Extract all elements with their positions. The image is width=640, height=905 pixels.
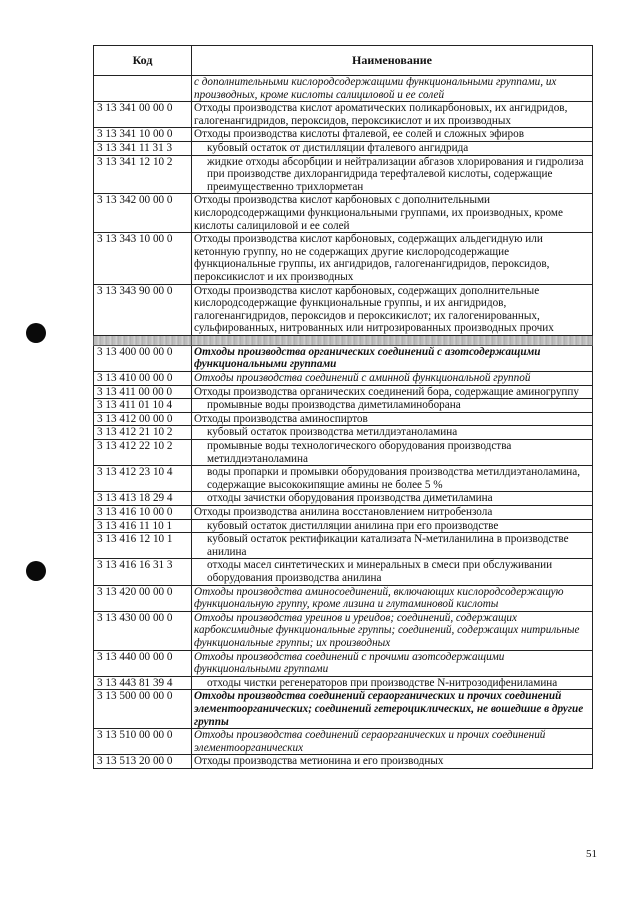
row-name: кубовый остаток производства метилдиэтаноламина [192, 426, 593, 440]
row-name: Отходы производства аминосоединений, включающих кислородсодержащую функциональную группу, кроме лизина и глутаминовой кислоты [192, 585, 593, 611]
table-row [94, 155, 593, 194]
table-row [94, 519, 593, 533]
row-code: 3 13 341 12 10 2 [94, 155, 192, 194]
row-name: кубовый остаток дистилляции анилина при его производстве [192, 519, 593, 533]
row-name: Отходы производства органических соединений с азотсодержащими функциональными группами [192, 345, 593, 371]
row-name: Отходы производства анилина восстановлением нитробензола [192, 506, 593, 520]
row-name: отходы масел синтетических и минеральных в смеси при обслуживании оборудования производства анилина [192, 559, 593, 585]
row-name: Отходы производства соединений сераорганических и прочих соединений элементоорганических; соединений гетероциклических, не вошедшие в другие группы [192, 690, 593, 729]
row-name: Отходы производства кислот карбоновых с дополнительными кислородсодержащими функциональными группами, их производных, кроме кислоты салициловой и ее солей [192, 194, 593, 233]
row-code: 3 13 416 10 00 0 [94, 506, 192, 520]
row-code: 3 13 412 00 00 0 [94, 412, 192, 426]
table-row [94, 102, 593, 128]
table-row [94, 385, 593, 399]
row-name: кубовый остаток ректификации катализата N-метиланилина в производстве анилина [192, 533, 593, 559]
row-code: 3 13 412 21 10 2 [94, 426, 192, 440]
table-row [94, 585, 593, 611]
shaded-cell [192, 335, 593, 345]
shaded-cell [94, 335, 192, 345]
row-code: 3 13 342 00 00 0 [94, 194, 192, 233]
table-row [94, 128, 593, 142]
table-row [94, 611, 593, 650]
row-name: отходы зачистки оборудования производства диметиламина [192, 492, 593, 506]
table-row [94, 466, 593, 492]
row-code: 3 13 500 00 00 0 [94, 690, 192, 729]
page-number: 51 [586, 848, 597, 860]
table-row [94, 650, 593, 676]
row-name: Отходы производства органических соединений бора, содержащие аминогруппу [192, 385, 593, 399]
row-code: 3 13 440 00 00 0 [94, 650, 192, 676]
row-name: Отходы производства уреинов и уреидов; соединений, содержащих карбоксимидные функциональные группы; соединений, содержащих нитрильные функциональные группы; их производных [192, 611, 593, 650]
row-code: 3 13 411 00 00 0 [94, 385, 192, 399]
row-code: 3 13 410 00 00 0 [94, 372, 192, 386]
row-name: Отходы производства соединений с аминной функциональной группой [192, 372, 593, 386]
row-code: 3 13 341 10 00 0 [94, 128, 192, 142]
table-row [94, 559, 593, 585]
row-name: Отходы производства кислот ароматических поликарбоновых, их ангидридов, галогенангидридов, пероксидов, пероксикислот и их производных [192, 102, 593, 128]
table-row [94, 426, 593, 440]
header-code: Код [94, 46, 192, 76]
row-code: 3 13 412 22 10 2 [94, 440, 192, 466]
waste-classification-table [93, 45, 593, 769]
table-row [94, 76, 593, 102]
row-code: 3 13 430 00 00 0 [94, 611, 192, 650]
punch-hole-bottom [26, 561, 46, 581]
row-code: 3 13 420 00 00 0 [94, 585, 192, 611]
table-row [94, 372, 593, 386]
row-code [94, 76, 192, 102]
row-code: 3 13 411 01 10 4 [94, 399, 192, 413]
row-name: Отходы производства аминоспиртов [192, 412, 593, 426]
row-code: 3 13 343 90 00 0 [94, 284, 192, 335]
row-code: 3 13 341 11 31 3 [94, 141, 192, 155]
table-row [94, 141, 593, 155]
table-row [94, 194, 593, 233]
row-name: кубовый остаток от дистилляции фталевого ангидрида [192, 141, 593, 155]
table-row [94, 492, 593, 506]
table-row [94, 676, 593, 690]
table-row [94, 729, 593, 755]
row-code: 3 13 412 23 10 4 [94, 466, 192, 492]
row-code: 3 13 443 81 39 4 [94, 676, 192, 690]
table-row [94, 755, 593, 769]
row-code: 3 13 416 12 10 1 [94, 533, 192, 559]
table-row [94, 284, 593, 335]
row-name: Отходы производства кислоты фталевой, ее солей и сложных эфиров [192, 128, 593, 142]
punch-hole-top [26, 323, 46, 343]
table-row [94, 506, 593, 520]
table-row [94, 412, 593, 426]
row-name: воды пропарки и промывки оборудования производства метилдиэтаноламина, содержащие высококипящие амины не более 5 % [192, 466, 593, 492]
row-code: 3 13 416 11 10 1 [94, 519, 192, 533]
row-code: 3 13 413 18 29 4 [94, 492, 192, 506]
row-code: 3 13 416 16 31 3 [94, 559, 192, 585]
row-code: 3 13 343 10 00 0 [94, 233, 192, 284]
table-header-row [94, 46, 593, 76]
row-name: Отходы производства кислот карбоновых, содержащих дополнительные кислородсодержащие функциональные группы, и их ангидридов, галогенангидридов, пероксидов и пероксикислот; их галогенированных, сульфированных, нитрованных или нитрозированных производных прочих [192, 284, 593, 335]
table-row [94, 440, 593, 466]
shaded-separator-row [94, 335, 593, 345]
row-code: 3 13 341 00 00 0 [94, 102, 192, 128]
table-row [94, 533, 593, 559]
row-name: Отходы производства соединений с прочими азотсодержащими функциональными группами [192, 650, 593, 676]
row-code: 3 13 510 00 00 0 [94, 729, 192, 755]
table-row [94, 233, 593, 284]
row-name: жидкие отходы абсорбции и нейтрализации абгазов хлорирования и гидролиза при производстве дихлорангидрида терефталевой кислоты, содержащие преимущественно трихлорметан [192, 155, 593, 194]
table-row [94, 690, 593, 729]
row-name: Отходы производства кислот карбоновых, содержащих альдегидную или кетонную группу, но не содержащих другие кислородсодержащие функциональные группы, их ангидридов, галогенангидридов, пероксидов, пероксикислот и их производных [192, 233, 593, 284]
row-code: 3 13 400 00 00 0 [94, 345, 192, 371]
row-name: промывные воды производства диметиламиноборана [192, 399, 593, 413]
row-name: Отходы производства соединений сераорганических и прочих соединений элементоорганических [192, 729, 593, 755]
row-name: с дополнительными кислородсодержащими функциональными группами, их производных, кроме кислоты салициловой и ее солей [192, 76, 593, 102]
row-code: 3 13 513 20 00 0 [94, 755, 192, 769]
table-row [94, 345, 593, 371]
header-name: Наименование [192, 46, 593, 76]
table-row [94, 399, 593, 413]
row-name: отходы чистки регенераторов при производстве N-нитрозодифениламина [192, 676, 593, 690]
row-name: промывные воды технологического оборудования производства метилдиэтаноламина [192, 440, 593, 466]
row-name: Отходы производства метионина и его производных [192, 755, 593, 769]
